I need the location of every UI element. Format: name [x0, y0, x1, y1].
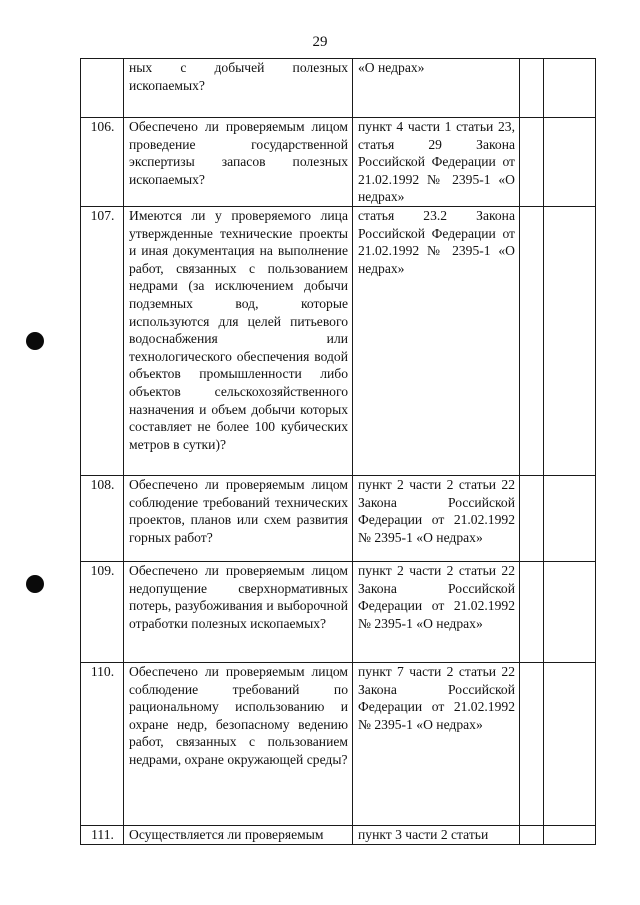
binder-hole-mark [26, 575, 44, 593]
binder-hole-mark [26, 332, 44, 350]
table-row [81, 476, 596, 562]
row-number: 111. [81, 826, 124, 845]
answer-cell [520, 118, 544, 207]
question-cell: ных с добычей полезных ископаемых? [124, 59, 353, 118]
note-cell [544, 663, 596, 826]
question-cell: Обеспечено ли проверяемым лицом недопущение сверхнормативных потерь, разубоживания и выборочной отработки полезных ископаемых? [124, 562, 353, 663]
row-number: 110. [81, 663, 124, 826]
table-row [81, 207, 596, 476]
question-cell: Обеспечено ли проверяемым лицом соблюдение требований технических проектов, планов или схем развития горных работ? [124, 476, 353, 562]
answer-cell [520, 663, 544, 826]
question-cell: Обеспечено ли проверяемым лицом соблюдение требований по рациональному использованию и охране недр, безопасному ведению работ, связанных с пользованием недрами, охране окружающей среды? [124, 663, 353, 826]
table-row [81, 59, 596, 118]
row-number: 108. [81, 476, 124, 562]
legal-basis-cell: пункт 3 части 2 статьи [353, 826, 520, 845]
note-cell [544, 59, 596, 118]
question-cell: Имеются ли у проверяемого лица утвержденные технические проекты и иная документация на выполнение работ, связанных с пользованием недрами (за исключением добычи подземных вод, которые используются для целей питьевого водоснабжения или технологического обеспечения водой объектов промышленности либо объектов сельскохозяйственного назначения и объем добычи которых составляет не более 100 кубических метров в сутки)? [124, 207, 353, 476]
note-cell [544, 562, 596, 663]
legal-basis-cell: пункт 4 части 1 статьи 23, статья 29 Закона Российской Федерации от 21.02.1992 № 2395-1 «О недрах» [353, 118, 520, 207]
answer-cell [520, 562, 544, 663]
answer-cell [520, 826, 544, 845]
answer-cell [520, 476, 544, 562]
question-cell: Обеспечено ли проверяемым лицом проведение государственной экспертизы запасов полезных ископаемых? [124, 118, 353, 207]
legal-basis-cell: статья 23.2 Закона Российской Федерации от 21.02.1992 № 2395-1 «О недрах» [353, 207, 520, 476]
row-number [81, 59, 124, 118]
table-row [81, 826, 596, 845]
legal-basis-cell: пункт 2 части 2 статьи 22 Закона Российской Федерации от 21.02.1992 № 2395-1 «О недрах» [353, 562, 520, 663]
note-cell [544, 207, 596, 476]
checklist-table [80, 58, 596, 845]
table-row [81, 118, 596, 207]
legal-basis-cell: пункт 2 части 2 статьи 22 Закона Российской Федерации от 21.02.1992 № 2395-1 «О недрах» [353, 476, 520, 562]
answer-cell [520, 207, 544, 476]
page-number: 29 [312, 34, 328, 50]
table-row [81, 663, 596, 826]
answer-cell [520, 59, 544, 118]
legal-basis-cell: пункт 7 части 2 статьи 22 Закона Российской Федерации от 21.02.1992 № 2395-1 «О недрах» [353, 663, 520, 826]
legal-basis-cell: «О недрах» [353, 59, 520, 118]
note-cell [544, 118, 596, 207]
row-number: 106. [81, 118, 124, 207]
row-number: 107. [81, 207, 124, 476]
table-row [81, 562, 596, 663]
note-cell [544, 476, 596, 562]
row-number: 109. [81, 562, 124, 663]
note-cell [544, 826, 596, 845]
question-cell: Осуществляется ли проверяемым [124, 826, 353, 845]
